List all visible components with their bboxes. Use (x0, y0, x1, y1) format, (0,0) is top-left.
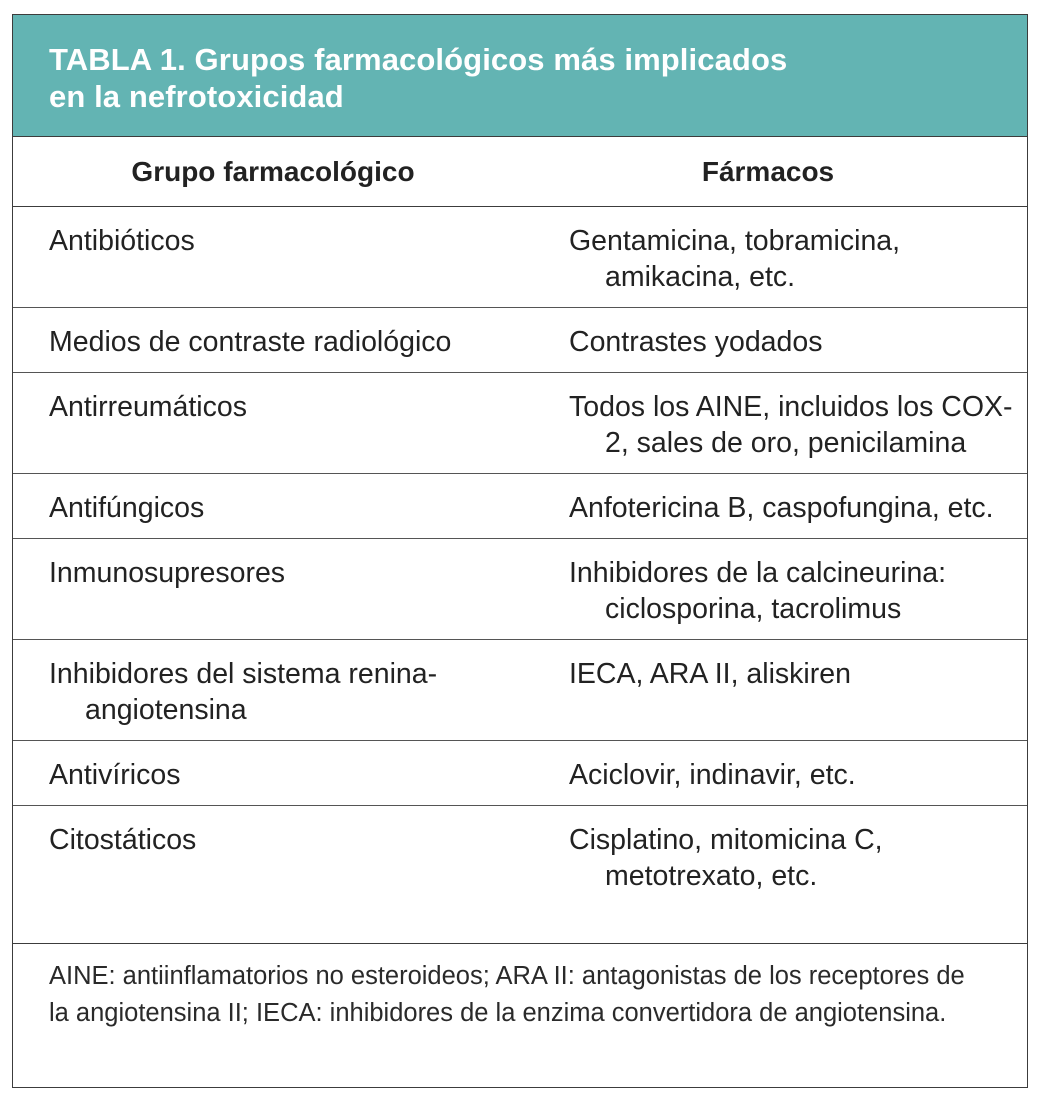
drugs-cell: Aciclovir, indinavir, etc. (569, 759, 856, 791)
table-row (13, 207, 1027, 307)
column-header-drugs: Fármacos (701, 155, 835, 187)
drugs-cell: Contrastes yodados (569, 326, 823, 358)
table-footnote: AINE: antiinflamatorios no esteroideos; ARA II: antagonistas de los receptores de la angiotensina II; IECA: inhibidores de la enzima convertidora de angiotensina. (13, 943, 1027, 1032)
drugs-cell: Todos los AINE, incluidos los COX-2, sales de oro, penicilamina (569, 391, 1013, 459)
group-cell: Inhibidores del sistema renina-angiotensina (49, 658, 438, 726)
group-cell: Inmunosupresores (49, 557, 286, 589)
group-cell: Antifúngicos (49, 492, 205, 524)
group-cell: Antivíricos (49, 759, 181, 791)
table-row (13, 639, 1027, 740)
drugs-cell: Cisplatino, mitomicina C, metotrexato, etc. (569, 824, 883, 892)
drugs-cell: Anfotericina B, caspofungina, etc. (569, 492, 994, 524)
group-cell: Citostáticos (49, 824, 197, 856)
table-body (13, 207, 1027, 906)
table-header-row (13, 137, 1027, 207)
drugs-cell: IECA, ARA II, aliskiren (569, 658, 851, 690)
drugs-cell: Inhibidores de la calcineurina: ciclosporina, tacrolimus (569, 557, 947, 625)
group-cell: Medios de contraste radiológico (49, 326, 452, 358)
table-row (13, 805, 1027, 906)
column-header-group: Grupo farmacológico (131, 155, 415, 187)
table-row (13, 740, 1027, 805)
drugs-cell: Gentamicina, tobramicina, amikacina, etc. (569, 225, 901, 293)
table-row (13, 307, 1027, 372)
table-title: TABLA 1. Grupos farmacológicos más implicados en la nefrotoxicidad (49, 42, 788, 114)
group-cell: Antirreumáticos (49, 391, 247, 423)
table-row (13, 473, 1027, 538)
drug-table (12, 14, 1028, 1088)
group-cell: Antibióticos (49, 225, 195, 257)
table-row (13, 538, 1027, 639)
table-row (13, 372, 1027, 473)
table-title-bar (13, 15, 1027, 137)
